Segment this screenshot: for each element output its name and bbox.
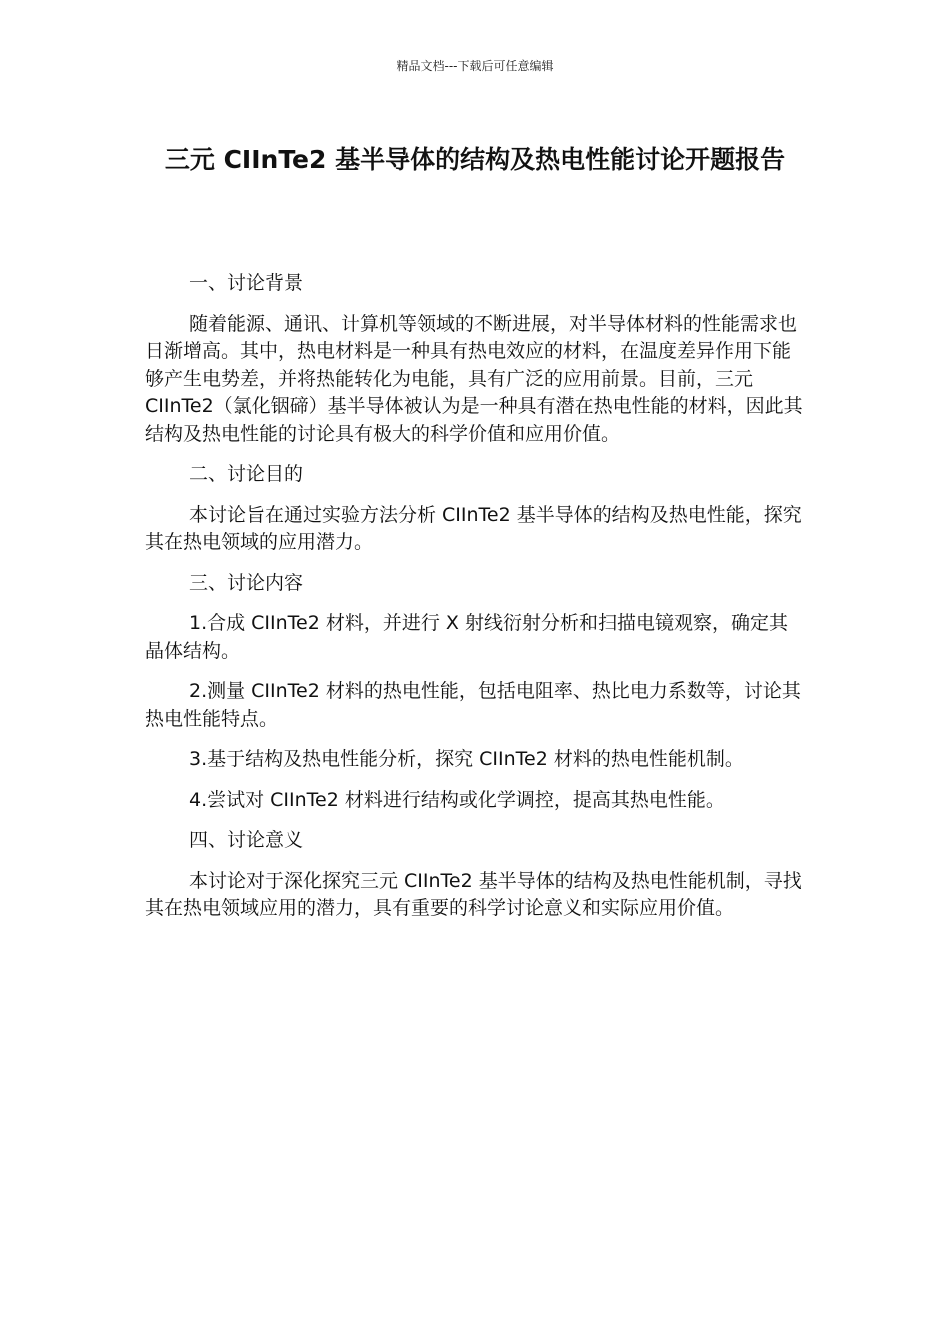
section-heading-purpose: 二、讨论目的 [189,463,304,485]
section-heading-content: 三、讨论内容 [189,571,304,594]
section-heading-background: 一、讨论背景 [189,272,304,294]
content-item-1: 1.合成 CIInTe2 材料，并进行 X 射线衍射分析和扫描电镜观察，确定其晶体结构。 [145,612,788,662]
content-item-3: 3.基于结构及热电性能分析，探究 CIInTe2 材料的热电性能机制。 [189,748,744,770]
header-note: 精品文档---下载后可任意编辑 [396,59,554,73]
section-paragraph-background: 随着能源、通讯、计算机等领域的不断进展，对半导体材料的性能需求也日渐增高。其中，热电材料是一种具有热电效应的材料，在温度差异作用下能够产生电势差，并将热能转化为电能，具有广泛的应用前景。目前，三元 CIInTe2（氯化铟碲）基半导体被认为是一种具有潜在热电性能的材料，因此其结构及热电性能的讨论具有极大的科学价值和应用价值。 [145,312,803,445]
document-body [145,270,805,936]
document-title: 三元 CIInTe2 基半导体的结构及热电性能讨论开题报告 [164,145,786,174]
section-paragraph-significance: 本讨论对于深化探究三元 CIInTe2 基半导体的结构及热电性能机制，寻找其在热电领域应用的潜力，具有重要的科学讨论意义和实际应用价值。 [145,869,802,919]
section-heading-significance: 四、讨论意义 [189,829,304,851]
content-item-2: 2.测量 CIInTe2 材料的热电性能，包括电阻率、热比电力系数等，讨论其热电性能特点。 [145,680,801,730]
content-item-4: 4.尝试对 CIInTe2 材料进行结构或化学调控，提高其热电性能。 [189,788,725,811]
section-paragraph-purpose: 本讨论旨在通过实验方法分析 CIInTe2 基半导体的结构及热电性能，探究其在热电领域的应用潜力。 [145,503,802,553]
